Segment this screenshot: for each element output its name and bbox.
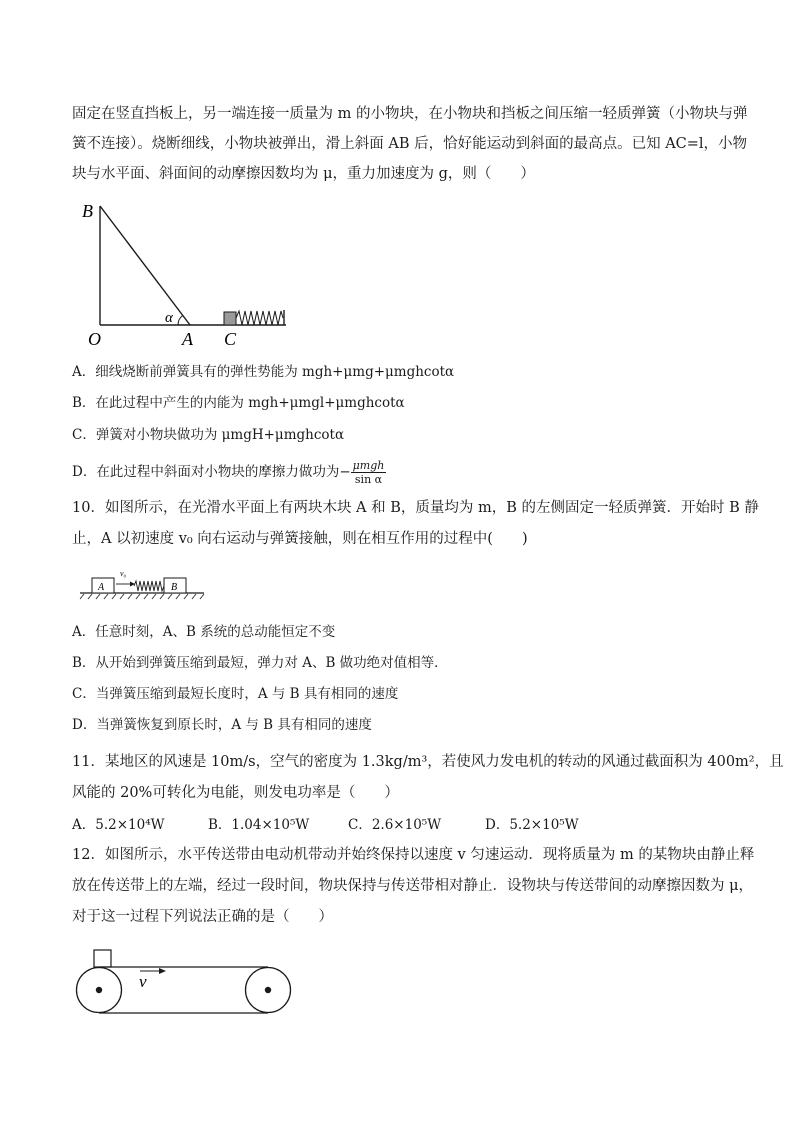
label-O: O xyxy=(88,329,101,349)
fraction-numerator: μmgh xyxy=(352,459,385,472)
q12-line-3: 对于这一过程下列说法正确的是（ ） xyxy=(72,909,333,925)
block-a-label: A xyxy=(98,582,105,593)
velocity-v-label: v xyxy=(139,972,147,991)
q9-option-c: C．弹簧对小物块做功为 μmgH+μmghcotα xyxy=(72,427,345,443)
q9-option-a: A．细线烧断前弹簧具有的弹性势能为 mgh+μmg+μmghcotα xyxy=(72,364,455,380)
q9-option-d-fraction xyxy=(351,459,387,486)
velocity-v0-label: v₀ xyxy=(120,569,127,578)
label-C: C xyxy=(224,329,237,349)
q12-conveyor-figure xyxy=(72,945,297,1015)
q10-line-1: 10．如图所示，在光滑水平面上有两块木块 A 和 B，质量均为 m，B 的左侧固定一轻质弹簧．开始时 B 静 xyxy=(72,500,759,516)
q11-line-1: 11．某地区的风速是 10m/s，空气的密度为 1.3kg/m³，若使风力发电机的转动的风通过截面积为 400m²，且 xyxy=(72,754,784,770)
q11-option-b: B．1.04×10⁵W xyxy=(208,817,310,833)
q9-line-2: 簧不连接）。烧断细线，小物块被弹出，滑上斜面 AB 后，恰好能运动到斜面的最高点。已知 AC=l，小物 xyxy=(72,136,748,152)
q9-option-d-sign: − xyxy=(339,464,351,480)
q11-option-c: C．2.6×10⁵W xyxy=(348,817,442,833)
label-A: A xyxy=(182,329,193,349)
q12-line-2: 放在传送带上的左端，经过一段时间，物块保持与传送带相对静止．设物块与传送带间的动摩擦因数为 μ， xyxy=(72,878,754,894)
q10-option-b: B．从开始到弹簧压缩到最短，弹力对 A、B 做功绝对值相等． xyxy=(72,655,448,671)
label-B: B xyxy=(82,201,93,221)
q10-blocks-figure xyxy=(80,566,205,602)
label-alpha: α xyxy=(165,310,173,326)
fraction-denominator: sin α xyxy=(354,473,383,486)
q9-line-1: 固定在竖直挡板上，另一端连接一质量为 m 的小物块，在小物块和挡板之间压缩一轻质弹簧（小物块与弹 xyxy=(72,106,748,122)
q10-option-c: C．当弹簧压缩到最短长度时，A 与 B 具有相同的速度 xyxy=(72,686,399,702)
q10-option-a: A．任意时刻，A、B 系统的总动能恒定不变 xyxy=(72,624,336,640)
q11-option-a: A．5.2×10⁴W xyxy=(72,817,165,833)
q10-option-d: D．当弹簧恢复到原长时，A 与 B 具有相同的速度 xyxy=(72,717,372,733)
q9-incline-figure xyxy=(78,198,293,348)
q9-option-d-prefix: D．在此过程中斜面对小物块的摩擦力做功为 xyxy=(72,464,340,480)
q10-line-2: 止，A 以初速度 v₀ 向右运动与弹簧接触，则在相互作用的过程中( ) xyxy=(72,531,528,547)
q9-line-3: 块与水平面、斜面间的动摩擦因数均为 μ，重力加速度为 g，则（ ） xyxy=(72,166,535,182)
q11-line-2: 风能的 20%可转化为电能，则发电功率是（ ） xyxy=(72,785,399,801)
q11-option-d: D．5.2×10⁵W xyxy=(485,817,579,833)
q12-line-1: 12．如图所示，水平传送带由电动机带动并始终保持以速度 v 匀速运动．现将质量为 m 的某物块由静止释 xyxy=(72,847,755,863)
block-b-label: B xyxy=(171,582,178,593)
q9-option-b: B．在此过程中产生的内能为 mgh+μmgl+μmghcotα xyxy=(72,395,405,411)
q9-option-d xyxy=(72,458,386,486)
